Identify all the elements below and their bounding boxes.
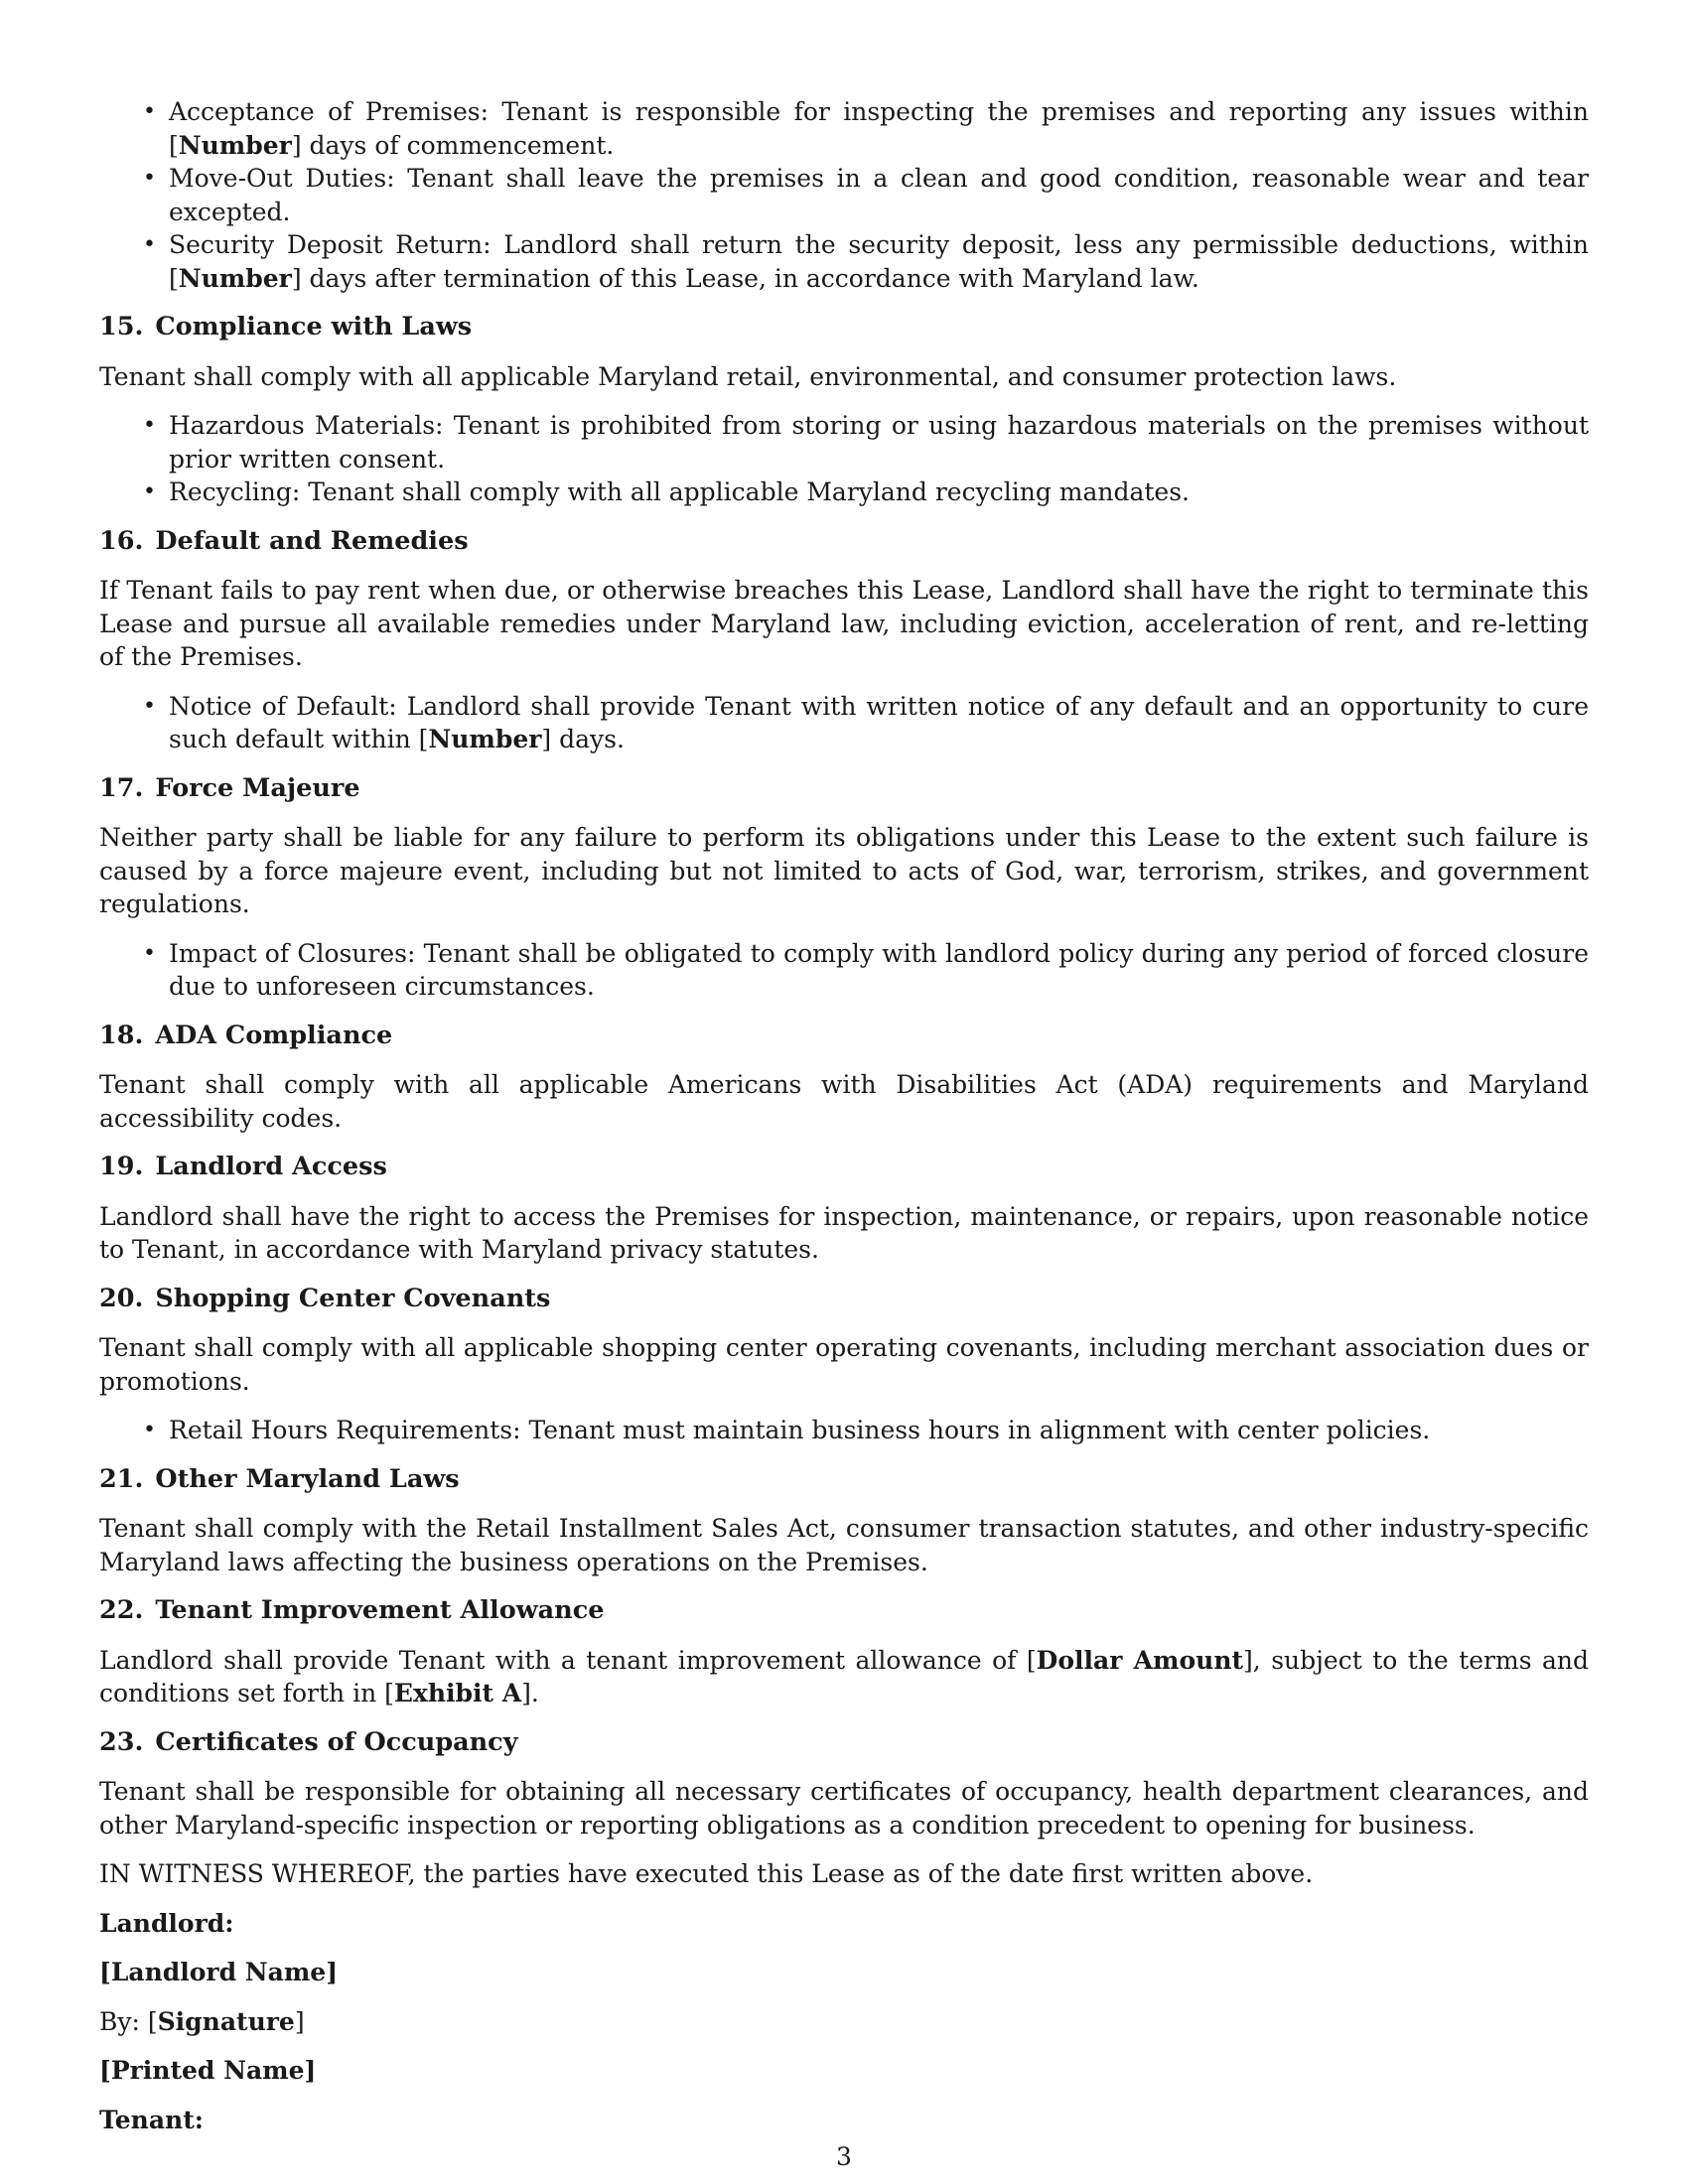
document-page [99, 95, 1589, 2152]
list-item: • Impact of Closures: Tenant shall be obligated to comply with landlord policy during any period of forced closure due to unforeseen circumstances. [169, 937, 1589, 1004]
section-20-bullets [99, 1414, 1589, 1447]
placeholder-signature: Signature [157, 2006, 295, 2036]
list-item: • Security Deposit Return: Landlord shall return the security deposit, less any permissible deductions, within [Number] days after termination of this Lease, in accordance with Maryland law. [169, 228, 1589, 295]
section-heading-16: 16. Default and Remedies [99, 525, 469, 556]
printed-name-placeholder: [Printed Name] [99, 2056, 317, 2085]
section-body-16: If Tenant fails to pay rent when due, or otherwise breaches this Lease, Landlord shall have the right to terminate this Lease and pursue all available remedies under Maryland law, including eviction, acceleration of rent, and re-letting of the Premises. [99, 576, 1589, 671]
section-body-23: Tenant shall be responsible for obtaining all necessary certificates of occupancy, health department clearances, and other Maryland-specific inspection or reporting obligations as a condition precedent to opening for business. [99, 1777, 1589, 1840]
tenant-label: Tenant: [99, 2105, 204, 2134]
section-heading-15: 15. Compliance with Laws [99, 312, 473, 341]
witness-clause: IN WITNESS WHEREOF, the parties have executed this Lease as of the date first written above. [99, 1859, 1314, 1888]
page-number: 3 [836, 2142, 852, 2171]
section-body-19: Landlord shall have the right to access the Premises for inspection, maintenance, or repairs, upon reasonable notice to Tenant, in accordance with Maryland privacy statutes. [99, 1201, 1589, 1264]
section-17-bullets [99, 937, 1589, 1004]
placeholder-number: Number [428, 725, 542, 753]
section-15-bullets [99, 409, 1589, 509]
list-item: • Recycling: Tenant shall comply with all applicable Maryland recycling mandates. [169, 476, 1589, 509]
section-heading-21: 21. Other Maryland Laws [99, 1463, 460, 1494]
placeholder-dollar-amount: Dollar Amount [1036, 1645, 1244, 1675]
intro-bullet-list [99, 95, 1589, 295]
landlord-name-placeholder: [Landlord Name] [99, 1958, 339, 1986]
placeholder-number: Number [178, 130, 292, 160]
placeholder-exhibit: Exhibit A [393, 1679, 522, 1707]
section-heading-23: 23. Certificates of Occupancy [99, 1726, 518, 1757]
list-item: • Retail Hours Requirements: Tenant must maintain business hours in alignment with center policies. [169, 1414, 1589, 1447]
list-item: • Move-Out Duties: Tenant shall leave the premises in a clean and good condition, reasonable wear and tear excepted. [169, 162, 1589, 228]
landlord-label: Landlord: [99, 1908, 234, 1938]
section-heading-18: 18. ADA Compliance [99, 1020, 393, 1050]
list-item: • Notice of Default: Landlord shall provide Tenant with written notice of any default and an opportunity to cure such default within [Number] days. [169, 690, 1589, 756]
list-item: • Acceptance of Premises: Tenant is responsible for inspecting the premises and reporting any issues within [Number] days of commencement. [169, 95, 1589, 162]
section-16-bullets [99, 690, 1589, 756]
section-body-15: Tenant shall comply with all applicable Maryland retail, environmental, and consumer protection laws. [99, 361, 1397, 391]
section-heading-22: 22. Tenant Improvement Allowance [99, 1595, 605, 1625]
section-body-18: Tenant shall comply with all applicable Americans with Disabilities Act (ADA) requirements and Maryland accessibility codes. [99, 1070, 1589, 1133]
list-item: • Hazardous Materials: Tenant is prohibited from storing or using hazardous materials on the premises without prior written consent. [169, 409, 1589, 476]
section-body-17: Neither party shall be liable for any failure to perform its obligations under this Lease to the extent such failure is caused by a force majeure event, including but not limited to acts of God, war, terrorism, strikes, and government regulations. [99, 823, 1589, 918]
section-body-21: Tenant shall comply with the Retail Installment Sales Act, consumer transaction statutes, and other industry-specific Maryland laws affecting the business operations on the Premises. [99, 1514, 1589, 1576]
section-body-22: Landlord shall provide Tenant with a tenant improvement allowance of [Dollar Amount], subject to the terms and conditions set forth in [Exhibit A]. [99, 1645, 1589, 1707]
section-heading-17: 17. Force Majeure [99, 772, 360, 803]
section-body-20: Tenant shall comply with all applicable shopping center operating covenants, including merchant association dues or promotions. [99, 1333, 1589, 1396]
signature-line: By: [Signature] [99, 2006, 305, 2036]
placeholder-number: Number [178, 263, 292, 293]
section-heading-19: 19. Landlord Access [99, 1152, 387, 1181]
section-heading-20: 20. Shopping Center Covenants [99, 1283, 551, 1313]
